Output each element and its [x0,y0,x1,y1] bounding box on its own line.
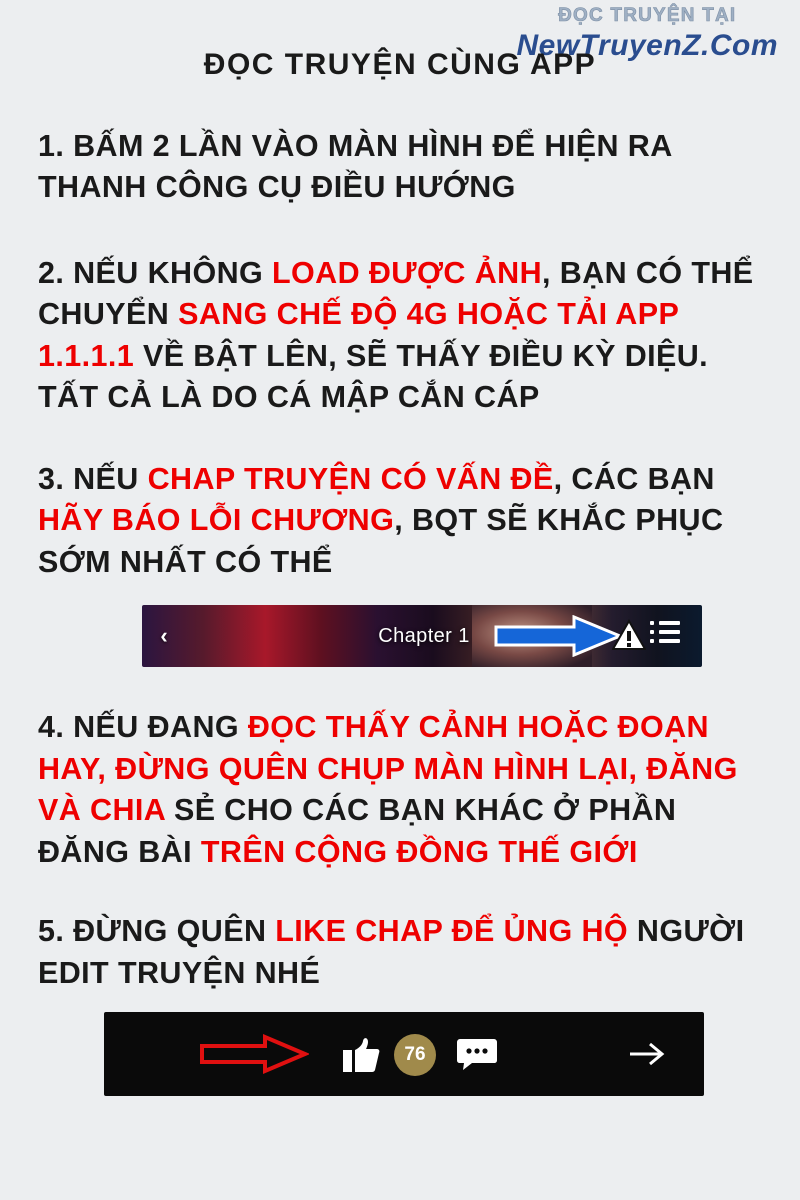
instruction-item-3 [38,459,766,583]
instruction-5-text-a: ĐỪNG QUÊN [64,914,276,949]
instruction-4-text-a: NẾU ĐANG [64,710,248,745]
page-title: ĐỌC TRUYỆN CÙNG APP [203,48,597,81]
chapter-list-icon[interactable] [650,621,680,649]
instruction-2-text-b: , BẠN CÓ THỂ CHUYỂN [38,255,754,332]
instruction-5-highlight-a: LIKE CHAP ĐỂ ỦNG HỘ [275,914,629,949]
warning-triangle-icon[interactable] [612,619,646,651]
instruction-1-text: BẤM 2 LẦN VÀO MÀN HÌNH ĐỂ HIỆN RA THANH CÔNG CỤ ĐIỀU HƯỚNG [38,129,672,205]
chapter-title-label: Chapter 1 [378,624,470,647]
comment-bubble-icon[interactable] [456,1036,498,1072]
instruction-4-text-b: SẺ CHO CÁC BẠN KHÁC Ở PHẦN ĐĂNG BÀI [38,793,677,869]
instruction-3-number: 3. [38,461,65,496]
watermark-top-text: ĐỌC TRUYỆN TẠI [558,5,737,26]
thumbs-up-icon[interactable] [341,1036,381,1074]
watermark-site-name: NewTruyenZ.Com [516,29,778,62]
instruction-item-4 [38,707,766,873]
instruction-3-highlight-a: CHAP TRUYỆN CÓ VẤN ĐỀ [147,461,554,496]
instruction-item-1 [38,126,766,209]
instruction-2-text-a: NẾU KHÔNG [64,255,272,290]
instruction-4-highlight-a: ĐỌC THẤY CẢNH HOẶC ĐOẠN HAY, ĐỪNG QUÊN CHỤP MÀN HÌNH LẠI, ĐĂNG VÀ CHIA [38,710,738,828]
instruction-5-number: 5. [38,914,65,949]
instruction-1-number: 1. [38,129,65,163]
instruction-2-highlight-b: SANG CHẾ ĐỘ 4G HOẶC TẢI APP 1.1.1.1 [38,297,679,373]
instruction-3-text-a: NẾU [64,461,148,496]
instruction-3-highlight-b: HÃY BÁO LỖI CHƯƠNG [38,503,395,538]
reader-navbar-example [142,605,702,667]
blue-right-arrow-icon [494,615,624,657]
like-count-badge: 76 [394,1034,436,1076]
instruction-4-number: 4. [38,710,65,745]
instruction-3-text-c: , BQT SẼ KHẮC PHỤC SỚM NHẤT CÓ THỂ [38,503,724,579]
reader-bottombar-example [104,1012,704,1096]
back-icon[interactable]: ‹ [160,623,168,649]
instruction-2-number: 2. [38,255,65,290]
instruction-3-text-b: , CÁC BẠN [553,461,715,496]
instruction-5-text-b: NGƯỜI EDIT TRUYỆN NHÉ [38,914,745,990]
instruction-4-highlight-b: TRÊN CỘNG ĐỒNG THẾ GIỚI [200,834,638,869]
instruction-item-2 [38,253,766,419]
instruction-item-5 [38,911,766,994]
next-arrow-icon[interactable] [628,1038,666,1070]
instructions-list [38,126,766,1096]
red-right-arrow-icon [199,1034,309,1074]
instruction-2-text-c: VỀ BẬT LÊN, SẼ THẤY ĐIỀU KỲ DIỆU. TẤT CẢ LÀ DO CÁ MẬP CẮN CÁP [38,338,709,415]
instruction-2-highlight-a: LOAD ĐƯỢC ẢNH [272,255,543,290]
